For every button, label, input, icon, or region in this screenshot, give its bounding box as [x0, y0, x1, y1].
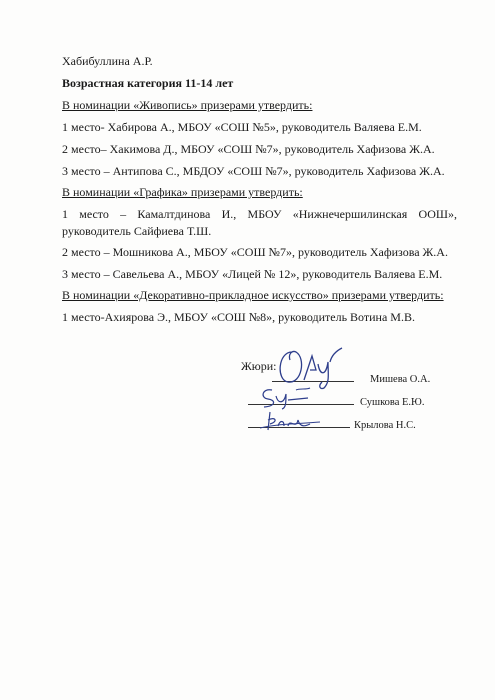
- handwritten-signature: [256, 408, 326, 434]
- jury-member-name: Сушкова Е.Ю.: [360, 397, 425, 408]
- jury-member-name: Мишева О.А.: [370, 374, 431, 385]
- winner-entry: 2 место – Мошникова А., МБОУ «СОШ №7», руководитель Хафизова Ж.А.: [62, 245, 448, 259]
- jury-label: Жюри:: [241, 359, 277, 373]
- entry-word: Камалтдинова: [137, 207, 211, 221]
- age-category-heading: Возрастная категория 11-14 лет: [62, 76, 234, 90]
- winner-entry: 1 место- Хабирова А., МБОУ «СОШ №5», руководитель Валяева Е.М.: [62, 120, 422, 134]
- winner-entry: 2 место– Хакимова Д., МБОУ «СОШ №7», руководитель Хафизова Ж.А.: [62, 142, 435, 156]
- winner-entry: 3 место – Савельева А., МБОУ «Лицей № 12», руководитель Валяева Е.М.: [62, 267, 443, 281]
- jury-member-name: Крылова Н.С.: [354, 420, 416, 431]
- handwritten-signature: [256, 384, 336, 410]
- entry-word: 1: [62, 207, 68, 221]
- nomination-title: В номинации «Декоративно-прикладное искусство» призерами утвердить:: [62, 288, 444, 302]
- entry-word: место: [79, 207, 109, 221]
- entry-word: МБОУ: [247, 207, 282, 221]
- header-name: Хабибуллина А.Р.: [62, 54, 153, 68]
- winner-entry: 1 место-Ахиярова Э., МБОУ «СОШ №8», руководитель Вотина М.В.: [62, 310, 415, 324]
- nomination-title: В номинации «Графика» призерами утвердить:: [62, 185, 303, 199]
- entry-word: «Нижнечершилинская: [292, 207, 408, 221]
- winner-entry: 3 место – Антипова С., МБДОУ «СОШ №7», руководитель Хафизова Ж.А.: [62, 164, 445, 178]
- entry-word: И.,: [221, 207, 237, 221]
- handwritten-signature: [270, 340, 360, 390]
- winner-entry: [62, 207, 457, 221]
- nomination-title: В номинации «Живопись» призерами утвердить:: [62, 98, 313, 112]
- winner-entry-continuation: руководитель Сайфиева Т.Ш.: [62, 224, 212, 238]
- entry-word: ООШ»,: [418, 207, 457, 221]
- entry-word: –: [120, 207, 127, 221]
